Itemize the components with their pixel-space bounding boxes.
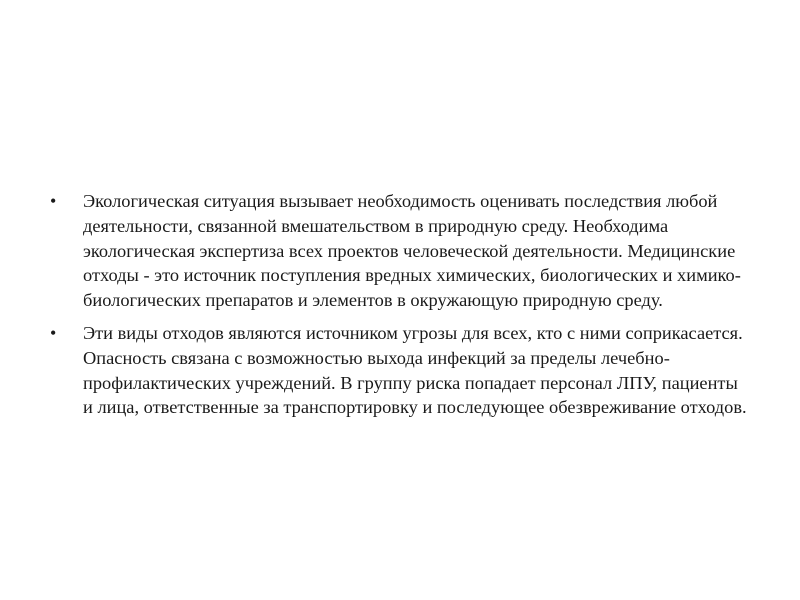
bullet-text: Экологическая ситуация вызывает необходимость оценивать последствия любой деятельности, связанной вмешательством в природную среду. Необходима экологическая экспертиза всех проектов человеческой деятельности. Медицинские отходы - это источник поступления вредных химических, биологических и химико-биологических препаратов и элементов в окружающую природную среду. [83, 191, 741, 311]
bullet-icon: • [50, 322, 57, 343]
bullet-item-waste-threat [50, 321, 750, 420]
bullet-item-ecology [50, 189, 750, 313]
bullet-icon: • [50, 191, 57, 211]
bullet-text: Эти виды отходов являются источником угрозы для всех, кто с ними соприкасается. Опасность связана с возможностью выхода инфекций за пределы лечебно-профилактических учреждений. В группу риска попадает персонал ЛПУ, пациенты и лица, ответственные за транспортировку и последующее обезвреживание отходов. [83, 322, 747, 418]
bullet-list [50, 189, 750, 428]
